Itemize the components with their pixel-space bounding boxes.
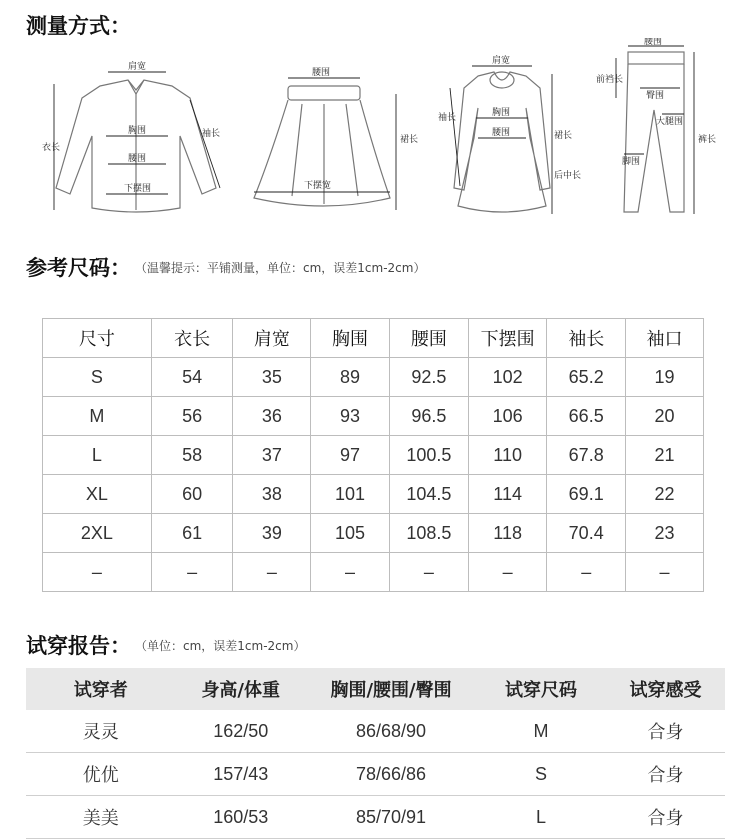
dress-length-label: 裙长: [554, 131, 573, 141]
shirt-length-label: 衣长: [42, 143, 61, 153]
size-cell: –: [311, 553, 389, 592]
size-cell: 69.1: [547, 475, 626, 514]
tryon-cell: 78/66/86: [306, 753, 476, 796]
pants-waist-label: 腰围: [644, 38, 663, 47]
size-cell: 104.5: [389, 475, 468, 514]
tryon-header-cell: 试穿尺码: [476, 668, 606, 710]
measure-section-title: 测量方式：: [26, 14, 131, 38]
table-row: [43, 514, 704, 553]
size-header-cell: 衣长: [151, 319, 233, 358]
size-cell: M: [43, 397, 152, 436]
size-cell: –: [468, 553, 546, 592]
table-row: [43, 436, 704, 475]
tryon-section-title: [26, 630, 305, 660]
table-row: [26, 753, 725, 796]
tryon-cell: 美美: [26, 796, 175, 839]
size-cell: 114: [468, 475, 546, 514]
tryon-header-cell: 试穿者: [26, 668, 175, 710]
shirt-waist-label: 腰围: [128, 154, 147, 164]
tryon-header-cell: 试穿感受: [606, 668, 725, 710]
skirt-hem-label: 下摆宽: [304, 181, 332, 191]
size-section-title: [26, 252, 425, 282]
size-cell: 102: [468, 358, 546, 397]
shirt-hem-label: 下摆围: [124, 184, 152, 194]
size-cell: 35: [233, 358, 311, 397]
size-cell: 110: [468, 436, 546, 475]
size-cell: 118: [468, 514, 546, 553]
tryon-table: [26, 668, 725, 839]
size-cell: 60: [151, 475, 233, 514]
size-cell: 70.4: [547, 514, 626, 553]
dress-diagram: [454, 72, 550, 212]
tryon-cell: M: [476, 710, 606, 753]
size-cell: 20: [626, 397, 704, 436]
dress-chest-label: 胸围: [492, 108, 511, 118]
size-cell: 66.5: [547, 397, 626, 436]
size-cell: –: [626, 553, 704, 592]
skirt-length-label: 裙长: [400, 135, 419, 145]
tryon-title-text: 试穿报告：: [26, 634, 131, 658]
size-cell: 23: [626, 514, 704, 553]
size-cell: L: [43, 436, 152, 475]
dress-back-length-label: 后中长: [554, 171, 582, 181]
size-header-cell: 肩宽: [233, 319, 311, 358]
size-cell: 100.5: [389, 436, 468, 475]
tryon-cell: 合身: [606, 753, 725, 796]
size-cell: XL: [43, 475, 152, 514]
pants-thigh-label: 大腿围: [656, 117, 684, 127]
pants-front-rise-label: 前裆长: [596, 75, 624, 85]
size-cell: –: [233, 553, 311, 592]
size-header-cell: 袖口: [626, 319, 704, 358]
size-header-cell: 胸围: [311, 319, 389, 358]
pants-diagram: [624, 52, 684, 212]
size-cell: 89: [311, 358, 389, 397]
size-cell: –: [547, 553, 626, 592]
size-note: （温馨提示：平铺测量，单位：cm，误差1cm-2cm）: [141, 261, 426, 275]
shirt-shoulder-label: 肩宽: [128, 62, 147, 72]
skirt-waist-label: 腰围: [312, 68, 331, 78]
size-header-cell: 下摆围: [468, 319, 546, 358]
dress-sleeve-label: 袖长: [438, 113, 457, 123]
size-cell: 2XL: [43, 514, 152, 553]
size-cell: 65.2: [547, 358, 626, 397]
tryon-cell: 162/50: [175, 710, 306, 753]
tryon-header-cell: 身高/体重: [175, 668, 306, 710]
size-cell: –: [151, 553, 233, 592]
size-cell: 97: [311, 436, 389, 475]
table-row: [43, 358, 704, 397]
size-cell: 108.5: [389, 514, 468, 553]
size-cell: 19: [626, 358, 704, 397]
tryon-header-row: [26, 668, 725, 710]
size-cell: 67.8: [547, 436, 626, 475]
tryon-cell: 合身: [606, 796, 725, 839]
size-cell: 92.5: [389, 358, 468, 397]
size-header-cell: 袖长: [547, 319, 626, 358]
shirt-sleeve-label: 袖长: [202, 129, 221, 139]
tryon-cell: 灵灵: [26, 710, 175, 753]
size-cell: S: [43, 358, 152, 397]
size-cell: 38: [233, 475, 311, 514]
size-cell: 39: [233, 514, 311, 553]
table-row: [26, 796, 725, 839]
tryon-cell: 160/53: [175, 796, 306, 839]
size-cell: 58: [151, 436, 233, 475]
tryon-cell: L: [476, 796, 606, 839]
pants-leg-label: 脚围: [622, 157, 641, 167]
table-row: [43, 553, 704, 592]
shirt-chest-label: 胸围: [128, 126, 147, 136]
size-cell: 93: [311, 397, 389, 436]
size-cell: 21: [626, 436, 704, 475]
measurement-diagrams: [40, 38, 720, 223]
tryon-cell: 86/68/90: [306, 710, 476, 753]
size-cell: –: [389, 553, 468, 592]
size-cell: 56: [151, 397, 233, 436]
tryon-cell: 157/43: [175, 753, 306, 796]
size-cell: 37: [233, 436, 311, 475]
size-header-cell: 尺寸: [43, 319, 152, 358]
pants-length-label: 裤长: [698, 135, 717, 145]
tryon-cell: S: [476, 753, 606, 796]
size-cell: –: [43, 553, 152, 592]
size-title-text: 参考尺码：: [26, 256, 131, 280]
table-row: [43, 475, 704, 514]
size-table-header-row: [43, 319, 704, 358]
tryon-note: （单位：cm，误差1cm-2cm）: [141, 639, 306, 653]
size-cell: 96.5: [389, 397, 468, 436]
pants-hip-label: 臀围: [646, 91, 665, 101]
size-cell: 61: [151, 514, 233, 553]
size-cell: 36: [233, 397, 311, 436]
size-header-cell: 腰围: [389, 319, 468, 358]
size-table: [42, 318, 704, 592]
tryon-cell: 优优: [26, 753, 175, 796]
size-cell: 105: [311, 514, 389, 553]
dress-waist-label: 腰围: [492, 128, 511, 138]
size-cell: 106: [468, 397, 546, 436]
tryon-cell: 合身: [606, 710, 725, 753]
tryon-cell: 85/70/91: [306, 796, 476, 839]
dress-shoulder-label: 肩宽: [492, 56, 511, 66]
size-cell: 22: [626, 475, 704, 514]
table-row: [43, 397, 704, 436]
size-cell: 54: [151, 358, 233, 397]
table-row: [26, 710, 725, 753]
tryon-header-cell: 胸围/腰围/臀围: [306, 668, 476, 710]
size-cell: 101: [311, 475, 389, 514]
